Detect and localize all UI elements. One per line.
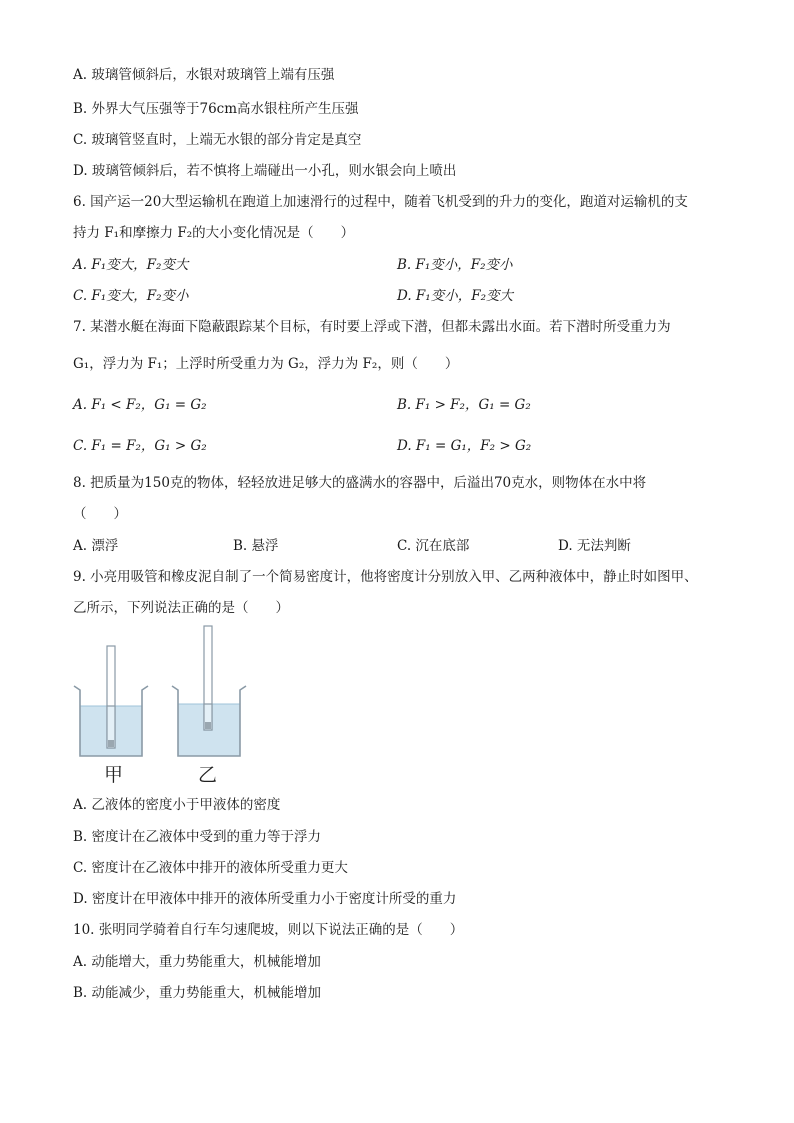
q5-option-a: A. 玻璃管倾斜后，水银对玻璃管上端有压强 [73, 67, 335, 83]
q10-stem: 10. 张明同学骑着自行车匀速爬坡，则以下说法正确的是（ ） [73, 922, 464, 938]
figure-label-yi: 乙 [198, 764, 218, 786]
beaker-yi [172, 626, 246, 756]
q9-option-c: C. 密度计在乙液体中排开的液体所受重力更大 [73, 860, 348, 876]
q7-option-b: B. F₁ > F₂，G₁ = G₂ [397, 397, 531, 413]
q8-stem-line1: 8. 把质量为150克的物体，轻轻放进足够大的盛满水的容器中，后溢出70克水，则物体在水中将 [73, 475, 647, 491]
q8-option-c: C. 沉在底部 [397, 538, 470, 554]
q5-option-b: B. 外界大气压强等于76cm高水银柱所产生压强 [73, 101, 359, 117]
q6-option-c: C. F₁变大，F₂变小 [73, 288, 189, 304]
q7-option-c: C. F₁ = F₂，G₁ > G₂ [73, 438, 207, 454]
q9-stem-line1: 9. 小亮用吸管和橡皮泥自制了一个简易密度计，他将密度计分别放入甲、乙两种液体中，静止时如图甲、 [73, 569, 698, 585]
q9-option-a: A. 乙液体的密度小于甲液体的密度 [73, 797, 281, 813]
beaker-jia [74, 646, 148, 756]
q6-option-d: D. F₁变小，F₂变大 [397, 288, 513, 304]
hydrometer-figure [70, 622, 250, 787]
q9-option-d: D. 密度计在甲液体中排开的液体所受重力小于密度计所受的重力 [73, 891, 457, 907]
q8-option-b: B. 悬浮 [233, 538, 279, 554]
q8-option-d: D. 无法判断 [558, 538, 631, 554]
q6-stem-line2: 持力 F₁和摩擦力 F₂的大小变化情况是（ ） [73, 225, 355, 241]
clay-weight-yi [205, 722, 211, 729]
q5-option-d: D. 玻璃管倾斜后，若不慎将上端碰出一小孔，则水银会向上喷出 [73, 163, 457, 179]
q7-option-a: A. F₁ < F₂，G₁ = G₂ [73, 397, 207, 413]
q6-stem-line1: 6. 国产运一20大型运输机在跑道上加速滑行的过程中，随着飞机受到的升力的变化，跑道对运输机的支 [73, 194, 688, 210]
q8-stem-line2: （ ） [73, 506, 127, 522]
q8-option-a: A. 漂浮 [73, 538, 119, 554]
figure-label-jia: 甲 [104, 764, 124, 786]
q9-option-b: B. 密度计在乙液体中受到的重力等于浮力 [73, 829, 322, 845]
q6-option-b: B. F₁变小，F₂变小 [397, 257, 513, 273]
q7-option-d: D. F₁ = G₁，F₂ > G₂ [397, 438, 532, 454]
q6-option-a: A. F₁变大，F₂变大 [73, 257, 189, 273]
hydrometer-beakers-drawing [70, 622, 250, 762]
q9-stem-line2: 乙所示，下列说法正确的是（ ） [73, 600, 289, 616]
q10-option-a: A. 动能增大，重力势能重大，机械能增加 [73, 954, 321, 970]
clay-weight-jia [108, 740, 114, 747]
q10-option-b: B. 动能减少，重力势能重大，机械能增加 [73, 985, 322, 1001]
q5-option-c: C. 玻璃管竖直时，上端无水银的部分肯定是真空 [73, 132, 362, 148]
q7-stem-line1: 7. 某潜水艇在海面下隐蔽跟踪某个目标，有时要上浮或下潜，但都未露出水面。若下潜时所受重力为 [73, 319, 671, 335]
q7-stem-line2: G₁，浮力为 F₁；上浮时所受重力为 G₂，浮力为 F₂，则（ ） [73, 356, 459, 372]
